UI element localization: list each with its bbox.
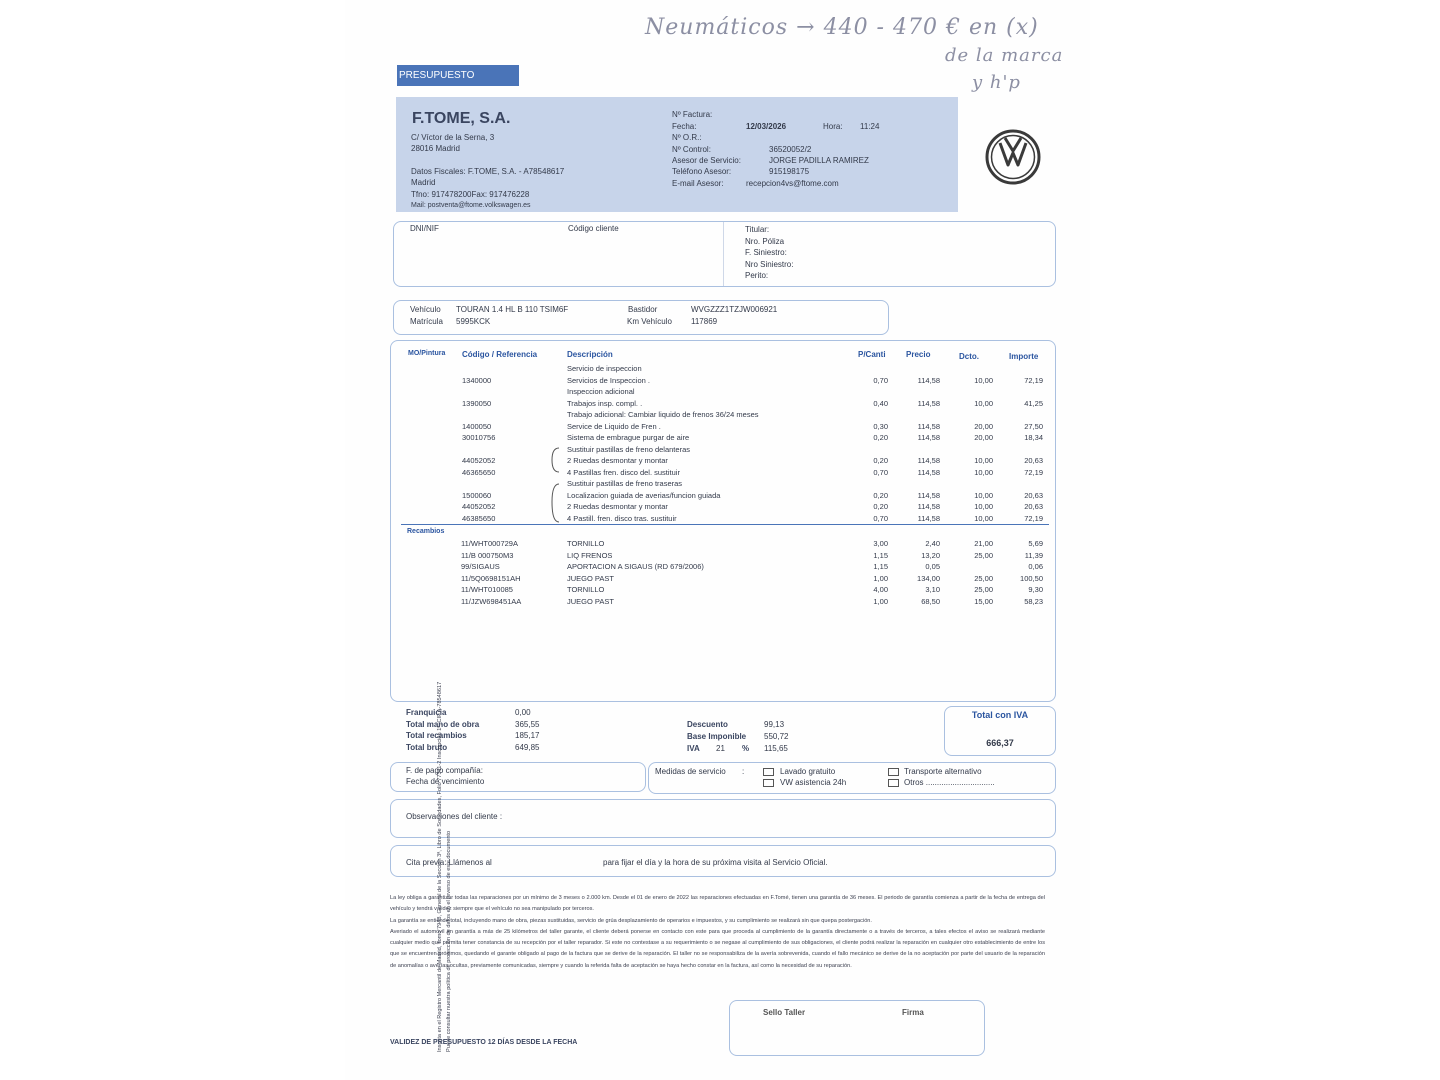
cell-code: 11/5Q0698151AH bbox=[461, 573, 521, 583]
cell-price: 134,00 bbox=[917, 573, 940, 583]
recambios-value: 185,17 bbox=[515, 731, 540, 740]
iva-value: 115,65 bbox=[764, 744, 788, 753]
asistencia-checkbox[interactable] bbox=[763, 779, 774, 787]
cell-importe: 72,19 bbox=[1024, 375, 1043, 385]
cell-importe: 72,19 bbox=[1024, 513, 1043, 523]
cell-dcto: 10,00 bbox=[974, 375, 993, 385]
factura-label: Nº Factura: bbox=[672, 110, 713, 119]
cell-price: 114,58 bbox=[917, 502, 940, 511]
mano-obra-label: Total mano de obra bbox=[406, 720, 480, 729]
cell-desc: Trabajos insp. compl. . bbox=[567, 398, 643, 408]
cell-code: 1400050 bbox=[462, 421, 492, 431]
fecha-value: 12/03/2026 bbox=[746, 122, 787, 131]
parts-section-label: Recambios bbox=[407, 528, 445, 535]
cell-qty: 3,00 bbox=[873, 539, 888, 548]
cell-desc: Sistema de embrague purgar de aire bbox=[567, 433, 690, 442]
registry-line1: Inscrita en el Registro Mercantil de Madrid, Tomo 7948, General de la Sección 3ª, Libro de Sociedades, Folio 77311-2 Inscripción 1ª, CIF A-78548617 bbox=[437, 681, 443, 1052]
company-header bbox=[396, 97, 958, 212]
cell-price: 114,58 bbox=[917, 421, 940, 431]
cell-qty: 1,00 bbox=[873, 573, 888, 583]
legal-text bbox=[390, 893, 1045, 972]
km-value: 117869 bbox=[691, 317, 718, 326]
company-mail: Mail: postventa@ftome.volkswagen.es bbox=[411, 202, 531, 209]
sello-firma-box bbox=[729, 1000, 985, 1056]
cell-price: 114,58 bbox=[917, 375, 940, 385]
hora-label: Hora: bbox=[823, 122, 843, 131]
cell-price: 3,10 bbox=[925, 585, 940, 594]
table-row bbox=[391, 445, 1055, 456]
cell-desc: Service de Liquido de Fren . bbox=[567, 421, 661, 431]
otros-label: Otros ............................... bbox=[904, 778, 995, 787]
vehicle-value: TOURAN 1.4 HL B 110 TSIM6F bbox=[456, 305, 569, 314]
col-importe-header: Importe bbox=[1009, 352, 1039, 361]
cell-dcto: 25,00 bbox=[974, 550, 993, 560]
tel-value: 915198175 bbox=[769, 167, 810, 176]
cell-price: 114,58 bbox=[917, 398, 940, 408]
medidas-colon: : bbox=[742, 767, 745, 776]
perito-label: Perito: bbox=[745, 271, 769, 280]
cell-desc: 2 Ruedas desmontar y montar bbox=[567, 456, 668, 465]
or-label: Nº O.R.: bbox=[672, 133, 702, 142]
total-iva-value: 666,37 bbox=[986, 738, 1014, 748]
cell-code: 1340000 bbox=[462, 375, 492, 385]
cell-code: 11/JZW698451AA bbox=[461, 596, 522, 606]
pct-sign: % bbox=[742, 744, 750, 753]
cell-importe: 11,39 bbox=[1024, 550, 1043, 560]
control-label: Nº Control: bbox=[672, 145, 711, 154]
cell-importe: 100,50 bbox=[1020, 573, 1043, 583]
asesor-value: JORGE PADILLA RAMIREZ bbox=[769, 156, 869, 165]
cell-code: 44052052 bbox=[462, 502, 496, 511]
iva-label: IVA bbox=[687, 744, 700, 753]
client-box bbox=[393, 221, 1056, 287]
table-row bbox=[391, 410, 1055, 421]
cell-qty: 0,70 bbox=[873, 513, 888, 523]
table-row bbox=[391, 585, 1055, 596]
table-row bbox=[391, 539, 1055, 550]
handwritten-note-line2: de la marca bbox=[945, 45, 1064, 66]
cell-price: 114,58 bbox=[917, 490, 940, 500]
table-row bbox=[391, 491, 1055, 502]
email-label: E-mail Asesor: bbox=[672, 179, 724, 188]
cell-importe: 20,63 bbox=[1024, 502, 1043, 511]
total-iva-label: Total con IVA bbox=[971, 710, 1029, 720]
handwritten-note-line3: y h'p bbox=[972, 72, 1021, 93]
cell-code: 46385650 bbox=[462, 513, 496, 523]
cell-importe: 41,25 bbox=[1024, 398, 1043, 408]
company-city: Madrid bbox=[411, 178, 436, 187]
cell-desc: TORNILLO bbox=[567, 539, 605, 548]
cita-left: Cita previa: Llámenos al bbox=[406, 858, 492, 867]
legal-paragraph-3: Averiado el automóvil en garantía a más de 25 kilómetros del taller garante, el cliente deberá ponerse en contacto con este para que proceda al cumplimiento de la garantía directamente o a través de terceros, a tales efectos el aviso se realizará mediante cualquier medio que permita tener constancia de su recepción por el taller reparador. Si este no contestase a su requerimiento o se negase al cumplimiento de sus obligaciones, el cliente podrá realizar la reparación en cualquier otro establecimiento de entre los que se encuentren próximos, quedando el garante obligado al pago de la factura que se derive de la reparación. El taller no se responsabiliza de la avería sobrevenida, cuando el fallo mecánico se derive de la no aceptación por parte del usuario de la reparación de anomalías o averías ocultas, previamente comunicadas, siempre y cuando la referida falta de aceptación se haya hecho constar en la factura, así como la necesidad de su reparación. bbox=[390, 928, 1045, 969]
legal-paragraph-2: La garantía se entiende total, incluyendo mano de obra, piezas sustituidas, servicio de grúa desplazamiento de operarios e impuestos, y su cumplimiento se realizará sin que quepa postergación. bbox=[390, 917, 872, 924]
descuento-value: 99,13 bbox=[764, 720, 785, 729]
cell-price: 114,58 bbox=[917, 433, 940, 442]
franquicia-label: Franquicia bbox=[406, 708, 447, 717]
cell-importe: 27,50 bbox=[1024, 421, 1043, 431]
km-label: Km Vehículo bbox=[627, 317, 672, 326]
cell-qty: 0,70 bbox=[873, 375, 888, 385]
iva-pct: 21 bbox=[716, 744, 725, 753]
bruto-label: Total bruto bbox=[406, 743, 448, 752]
payment-box bbox=[390, 762, 646, 792]
control-value: 36520052/2 bbox=[769, 145, 812, 154]
table-row bbox=[391, 387, 1055, 398]
vehicle-label: Vehículo bbox=[410, 305, 441, 314]
vencimiento-label: Fecha de vencimiento bbox=[406, 777, 485, 786]
col-desc-header: Descripción bbox=[567, 350, 613, 359]
cell-dcto: 10,00 bbox=[974, 398, 993, 408]
cell-desc: Localizacion guiada de averias/funcion guiada bbox=[567, 490, 721, 500]
sello-label: Sello Taller bbox=[763, 1008, 806, 1017]
cell-importe: 20,63 bbox=[1024, 490, 1043, 500]
lavado-label: Lavado gratuito bbox=[780, 767, 836, 776]
table-row bbox=[391, 502, 1055, 513]
cell-qty: 0,40 bbox=[873, 398, 888, 408]
total-iva-box bbox=[944, 706, 1056, 756]
cell-dcto: 10,00 bbox=[974, 502, 993, 511]
volkswagen-logo-icon bbox=[985, 129, 1041, 185]
descuento-label: Descuento bbox=[687, 720, 728, 729]
cell-dcto: 21,00 bbox=[974, 539, 993, 548]
cell-dcto: 20,00 bbox=[974, 433, 993, 442]
cell-desc: Sustituir pastillas de freno traseras bbox=[567, 479, 683, 488]
franquicia-value: 0,00 bbox=[515, 708, 531, 717]
base-label: Base Imponible bbox=[687, 732, 747, 741]
lavado-checkbox[interactable] bbox=[763, 768, 774, 776]
cell-code: 99/SIGAUS bbox=[461, 562, 500, 571]
cell-code: 1390050 bbox=[462, 398, 492, 408]
cell-desc: Inspeccion adicional bbox=[567, 387, 635, 396]
cell-dcto: 10,00 bbox=[974, 456, 993, 465]
registry-note bbox=[436, 602, 454, 1052]
items-table bbox=[390, 340, 1056, 702]
registry-line2: Puede consultar nuestra política de protección de datos en el reverso de este documento bbox=[446, 830, 452, 1052]
matricula-value: 5995KCK bbox=[456, 317, 491, 326]
cell-dcto: 10,00 bbox=[974, 467, 993, 477]
titular-label: Titular: bbox=[745, 225, 770, 234]
table-row bbox=[391, 468, 1055, 479]
bastidor-label: Bastidor bbox=[628, 305, 658, 314]
recambios-label: Total recambios bbox=[406, 731, 467, 740]
cell-qty: 1,15 bbox=[873, 550, 888, 560]
company-name: F.TOME, S.A. bbox=[412, 110, 511, 127]
table-row bbox=[391, 433, 1055, 444]
cell-desc: TORNILLO bbox=[567, 585, 605, 594]
table-row bbox=[391, 514, 1055, 525]
handwritten-note-line1: Neumáticos → 440 - 470 € en (x) bbox=[645, 15, 1039, 40]
cell-importe: 20,63 bbox=[1024, 456, 1043, 465]
legal-paragraph-1: La ley obliga a garantizar todas las reparaciones por un mínimo de 3 meses o 2.000 km. Desde el 01 de enero de 2022 las reparaciones efectuadas en F.Tomé, tienen una garantía de 36 meses. El periodo de garantía comienza a partir de la fecha de entrega del vehículo y tendrá validez siempre que el vehículo no sea manipulado por terceros. bbox=[390, 895, 1045, 913]
cell-desc: 4 Pastillas fren. disco del. sustituir bbox=[567, 467, 680, 477]
cell-qty: 0,70 bbox=[873, 467, 888, 477]
mano-obra-value: 365,55 bbox=[515, 720, 540, 729]
nro-siniestro-label: Nro Siniestro: bbox=[745, 260, 794, 269]
table-row bbox=[391, 399, 1055, 410]
company-address1: C/ Víctor de la Serna, 3 bbox=[411, 133, 495, 142]
cell-desc: JUEGO PAST bbox=[567, 573, 614, 583]
table-row bbox=[391, 422, 1055, 433]
cell-importe: 72,19 bbox=[1024, 467, 1043, 477]
cell-dcto: 15,00 bbox=[974, 596, 993, 606]
cell-importe: 0,06 bbox=[1028, 562, 1043, 571]
cell-desc: 4 Pastill. fren. disco tras. sustituir bbox=[567, 513, 677, 523]
client-code-label: Código cliente bbox=[568, 224, 619, 233]
cell-desc: JUEGO PAST bbox=[567, 596, 614, 606]
parts-rows bbox=[391, 539, 1055, 609]
cell-desc: Trabajo adicional: Cambiar liquido de frenos 36/24 meses bbox=[567, 410, 759, 419]
table-row bbox=[391, 456, 1055, 467]
base-value: 550,72 bbox=[764, 732, 789, 741]
cell-code: 46365650 bbox=[462, 467, 496, 477]
cell-importe: 9,30 bbox=[1028, 585, 1043, 594]
observaciones-label: Observaciones del cliente : bbox=[406, 812, 503, 821]
cell-dcto: 10,00 bbox=[974, 513, 993, 523]
table-row bbox=[391, 551, 1055, 562]
table-row bbox=[391, 597, 1055, 608]
presupuesto-badge: PRESUPUESTO bbox=[397, 65, 519, 86]
asistencia-label: VW asistencia 24h bbox=[780, 778, 847, 787]
fecha-label: Fecha: bbox=[672, 122, 697, 131]
tel-label: Teléfono Asesor: bbox=[672, 167, 732, 176]
validez-note: VALIDEZ DE PRESUPUESTO 12 DÍAS DESDE LA FECHA bbox=[390, 1039, 578, 1046]
cell-dcto: 25,00 bbox=[974, 573, 993, 583]
cell-dcto: 20,00 bbox=[974, 421, 993, 431]
cell-price: 114,58 bbox=[917, 467, 940, 477]
service-measures-box bbox=[648, 762, 1056, 794]
cell-importe: 5,69 bbox=[1028, 539, 1043, 548]
hora-value: 11:24 bbox=[860, 122, 880, 131]
labor-divider bbox=[401, 524, 1049, 525]
company-fiscal: Datos Fiscales: F.TOME, S.A. - A78548617 bbox=[411, 167, 565, 176]
cell-price: 2,40 bbox=[925, 539, 940, 548]
cell-qty: 0,20 bbox=[873, 433, 888, 442]
cell-dcto: 25,00 bbox=[974, 585, 993, 594]
cell-price: 13,20 bbox=[921, 550, 940, 560]
bruto-value: 649,85 bbox=[515, 743, 540, 752]
observaciones-box bbox=[390, 799, 1056, 838]
totals-area bbox=[390, 706, 938, 756]
cell-code: 11/B 000750M3 bbox=[461, 550, 514, 560]
col-code-header: Código / Referencia bbox=[462, 350, 538, 359]
cell-code: 30010756 bbox=[462, 433, 496, 442]
transporte-label: Transporte alternativo bbox=[904, 767, 982, 776]
labor-rows bbox=[391, 364, 1055, 524]
table-row bbox=[391, 376, 1055, 387]
cell-desc: LIQ FRENOS bbox=[567, 550, 613, 560]
group-bracket-icon bbox=[549, 446, 561, 526]
matricula-label: Matrícula bbox=[410, 317, 443, 326]
cell-code: 44052052 bbox=[462, 456, 496, 465]
asesor-label: Asesor de Servicio: bbox=[672, 156, 741, 165]
cell-qty: 0,20 bbox=[873, 456, 888, 465]
cell-desc: Sustituir pastillas de freno delanteras bbox=[567, 444, 690, 454]
table-row bbox=[391, 562, 1055, 573]
transporte-checkbox[interactable] bbox=[888, 768, 899, 776]
siniestro-label: F. Siniestro: bbox=[745, 248, 787, 257]
company-phone: Tfno: 917478200Fax: 917476228 bbox=[411, 190, 530, 199]
cell-price: 114,58 bbox=[917, 513, 940, 523]
poliza-label: Nro. Póliza bbox=[745, 237, 785, 246]
cell-desc: APORTACION A SIGAUS (RD 679/2006) bbox=[567, 562, 704, 571]
vehicle-box bbox=[393, 300, 889, 335]
table-row bbox=[391, 479, 1055, 490]
cell-desc: 2 Ruedas desmontar y montar bbox=[567, 502, 668, 511]
otros-checkbox[interactable] bbox=[888, 779, 899, 787]
cell-qty: 0,20 bbox=[873, 490, 888, 500]
cell-desc: Servicio de inspeccion bbox=[567, 364, 642, 373]
cell-price: 68,50 bbox=[921, 596, 940, 606]
cell-code: 1500060 bbox=[462, 490, 492, 500]
pago-label: F. de pago compañía: bbox=[406, 766, 483, 775]
cell-qty: 0,20 bbox=[873, 502, 888, 511]
cell-desc: Servicios de Inspeccion . bbox=[567, 375, 650, 385]
dni-label: DNI/NIF bbox=[410, 224, 439, 233]
col-qty-header: P/Canti bbox=[858, 350, 886, 359]
table-row bbox=[391, 574, 1055, 585]
cell-dcto: 10,00 bbox=[974, 490, 993, 500]
cell-code: 11/WHT000729A bbox=[461, 539, 518, 548]
cell-qty: 4,00 bbox=[873, 585, 888, 594]
cell-qty: 1,15 bbox=[873, 562, 888, 571]
cell-price: 114,58 bbox=[917, 456, 940, 465]
cita-right: para fijar el día y la hora de su próxima visita al Servicio Oficial. bbox=[603, 858, 828, 867]
company-address2: 28016 Madrid bbox=[411, 144, 460, 153]
bastidor-value: WVGZZZ1TZJW006921 bbox=[691, 305, 778, 314]
table-row bbox=[391, 364, 1055, 375]
firma-label: Firma bbox=[902, 1008, 924, 1017]
col-dcto-header: Dcto. bbox=[959, 352, 979, 361]
cell-qty: 1,00 bbox=[873, 596, 888, 606]
cell-qty: 0,30 bbox=[873, 421, 888, 431]
cita-box bbox=[390, 845, 1056, 877]
medidas-label: Medidas de servicio bbox=[655, 767, 726, 776]
cell-code: 11/WHT010085 bbox=[461, 585, 513, 594]
cell-importe: 18,34 bbox=[1024, 433, 1043, 442]
email-value: recepcion4vs@ftome.com bbox=[746, 179, 839, 188]
col-mo-header: MO/Pintura bbox=[408, 350, 446, 357]
col-price-header: Precio bbox=[906, 350, 931, 359]
cell-price: 0,05 bbox=[925, 562, 940, 571]
cell-importe: 58,23 bbox=[1024, 596, 1043, 606]
